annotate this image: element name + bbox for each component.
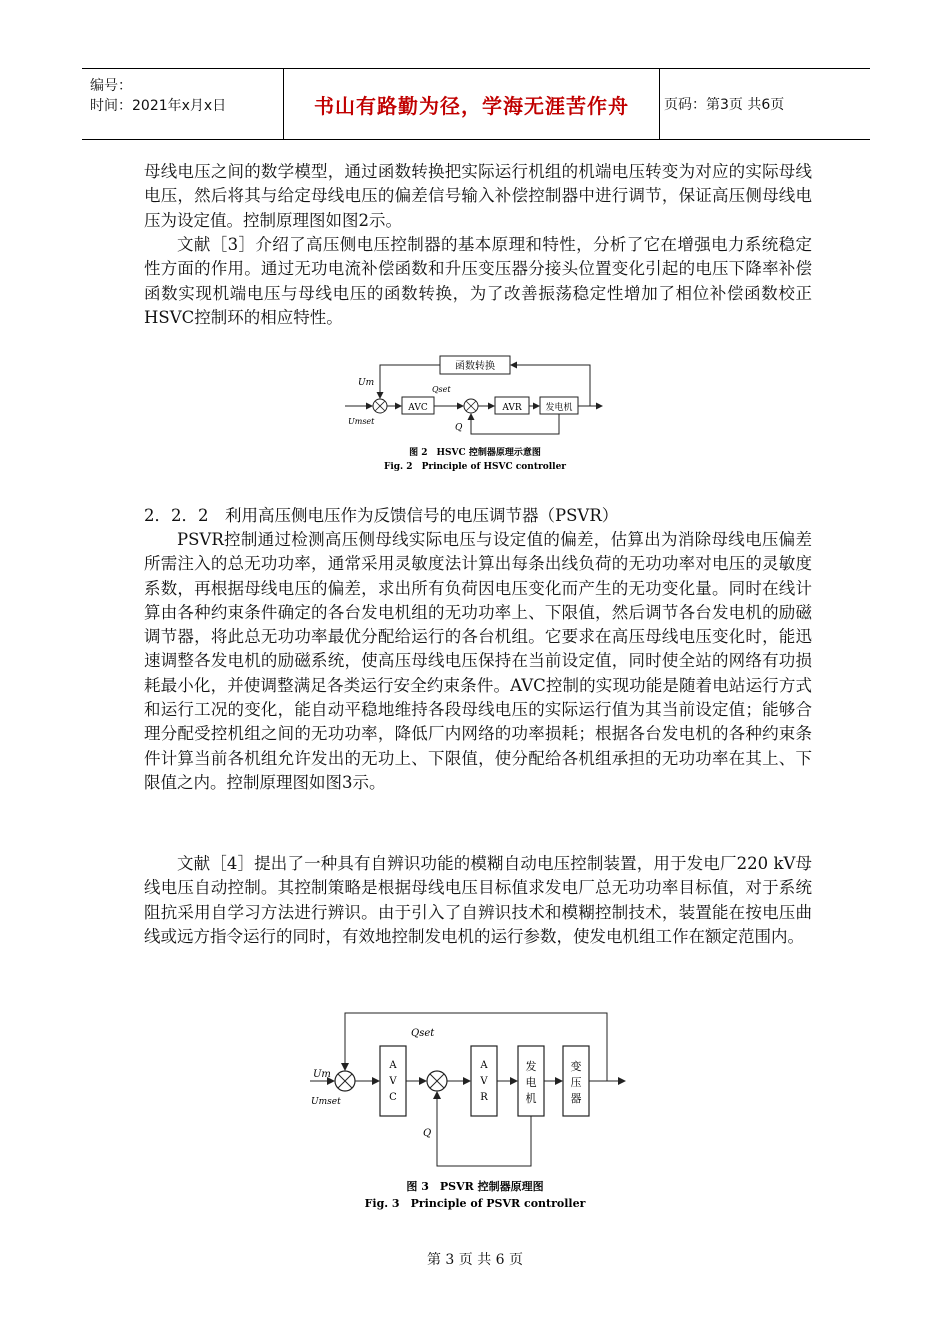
svg-text:机: 机 (525, 1092, 537, 1105)
svg-text:发: 发 (525, 1060, 537, 1073)
fig2-q-label: Q (455, 423, 463, 433)
fig3-umset-label: Umset (311, 1097, 341, 1107)
fig3-avc-label (388, 1060, 397, 1103)
figure-3-diagram (305, 998, 645, 1216)
fig2-caption-en: Fig. 2 Principle of HSVC controller (383, 462, 567, 472)
svg-text:电: 电 (525, 1076, 537, 1089)
fig3-um-label: Um (313, 1069, 331, 1080)
header-page-info: 页码：第3页 共6页 (664, 97, 785, 113)
svg-text:A: A (389, 1060, 397, 1071)
fig2-qset-label: Qset (432, 385, 451, 394)
figure-2-diagram (340, 352, 610, 477)
fig2-um-label: Um (358, 378, 375, 388)
header-motto: 书山有路勤为径，学海无涯苦作舟 (314, 93, 629, 118)
fig2-func-label: 函数转换 (455, 361, 495, 372)
svg-text:A: A (480, 1060, 488, 1071)
fig3-avr-label (479, 1060, 488, 1103)
paragraph-3: PSVR控制通过检测高压侧母线实际电压与设定值的偏差，估算出为消除母线电压偏差所需注入的总无功功率，通常采用灵敏度法计算出每条出线负荷的无功功率对电压的灵敏度系数，再根据母线电压的偏差，求出所有负荷因电压变化而产生的无功变化量。同时在线计算由各种约束条件确定的各台发电机组的无功功率上、下限值，然后调节各台发电机的励磁调节器，将此总无功功率最优分配给运行的各台机组。它要求在高压母线电压变化时，能迅速调整各发电机的励磁系统，使高压母线电压保持在当前设定值，同时使全站的网络有功损耗最小化，并使调整满足各类运行安全约束条件。AVC控制的实现功能是随着电站运行方式和运行工况的变化，能自动平稳地维持各段母线电压的实际运行值为其当前设定值；能够合理分配受控机组之间的无功功率，降低厂内网络的功率损耗；根据各台发电机的各种约束条件计算当前各机组允许发出的无功上、下限值，使分配给各机组承担的无功功率在其上、下限值之内。控制原理图如图3示。 (144, 530, 812, 792)
header-meta (82, 69, 283, 139)
svg-text:变: 变 (570, 1060, 582, 1073)
fig3-trans-label (571, 1059, 582, 1105)
fig3-caption-cn: 图 3 PSVR 控制器原理图 (406, 1180, 544, 1193)
header-divider (659, 69, 660, 139)
svg-text:V: V (480, 1076, 488, 1087)
svg-text:器: 器 (570, 1092, 582, 1105)
paragraph-4: 文献［4］提出了一种具有自辨识功能的模糊自动电压控制装置，用于发电厂220 kV母线电压自动控制。其控制策略是根据母线电压目标值求发电厂总无功功率目标值，对于系统阻抗采用自学习方法进行辨识。由于引入了自辨识技术和模糊控制技术，装置能在按电压曲线或远方指令运行的同时，有效地控制发电机的运行参数，使发电机组工作在额定范围内。 (144, 854, 812, 946)
svg-text:V: V (389, 1076, 397, 1087)
section-title: 2．2．2 利用高压侧电压作为反馈信号的电压调节器（PSVR） (144, 506, 619, 525)
svg-text:压: 压 (570, 1076, 582, 1089)
date-label: 时间：2021年x月x日 (90, 98, 227, 114)
fig3-gen-label (526, 1059, 537, 1105)
paragraph-1: 母线电压之间的数学模型，通过函数转换把实际运行机组的机端电压转变为对应的实际母线电压，然后将其与给定母线电压的偏差信号输入补偿控制器中进行调节，保证高压侧母线电压为设定值。控制原理图如图2示。 (144, 162, 812, 230)
svg-text:R: R (480, 1092, 488, 1103)
fig3-caption-en: Fig. 3 Principle of PSVR controller (364, 1197, 586, 1210)
fig2-umset-label: Umset (348, 417, 375, 426)
number-label: 编号： (90, 78, 132, 94)
fig3-qset-label: Qset (411, 1028, 435, 1039)
page-header (82, 68, 870, 140)
page-number: 第 3 页 共 6 页 (426, 1252, 524, 1268)
fig3-q-label: Q (423, 1128, 432, 1139)
fig2-avr-label: AVR (502, 403, 522, 413)
fig2-caption-cn: 图 2 HSVC 控制器原理示意图 (409, 448, 541, 458)
fig2-avc-label: AVC (408, 403, 428, 413)
svg-text:C: C (389, 1092, 397, 1103)
paragraph-2: 文献［3］介绍了高压侧电压控制器的基本原理和特性，分析了它在增强电力系统稳定性方面的作用。通过无功电流补偿函数和升压变压器分接头位置变化引起的电压下降率补偿函数实现机端电压与母线电压的函数转换，为了改善振荡稳定性增加了相位补偿函数校正HSVC控制环的相应特性。 (144, 235, 812, 327)
fig2-gen-label: 发电机 (545, 403, 573, 413)
